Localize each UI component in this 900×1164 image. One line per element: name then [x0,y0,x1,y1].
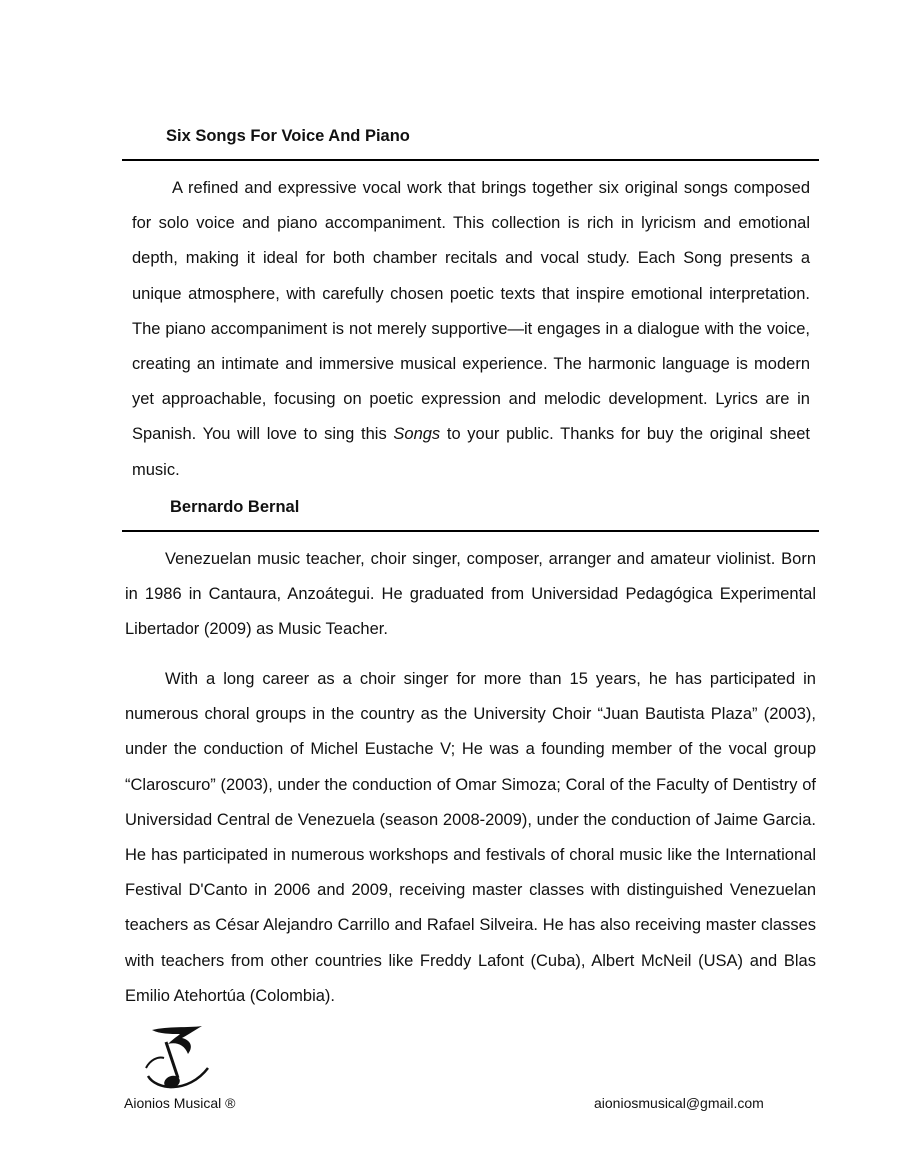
composer-bio-text-1: Venezuelan music teacher, choir singer, composer, arranger and amateur violinist. Born in 1986 in Cantaura, Anzoátegui. He graduated from Universidad Pedagógica Experimental Libertador (2009) as Music Teacher. [125,550,816,639]
composer-divider [122,530,819,532]
contact-email[interactable]: aioniosmusical@gmail.com [594,1095,764,1111]
composer-bio-paragraph-1 [125,542,816,648]
title-divider [122,159,819,161]
music-note-logo-icon [142,1024,212,1096]
songs-title: Six Songs For Voice And Piano [166,127,410,145]
publisher-name: Aionios Musical ® [124,1095,236,1111]
songs-description [132,171,810,488]
composer-name: Bernardo Bernal [170,498,300,516]
composer-bio-text-2: With a long career as a choir singer for more than 15 years, he has participated in numerous choral groups in the country as the University Choir “Juan Bautista Plaza” (2003), under the conduction of Michel Eustache V; He was a founding member of the vocal group “Claroscuro” (2003), under the conduction of Omar Simoza; Coral of the Faculty of Dentistry of Universidad Central de Venezuela (season 2008-2009), under the conduction of Jaime Garcia. He has participated in numerous workshops and festivals of choral music like the International Festival D'Canto in 2006 and 2009, receiving master classes with distinguished Venezuelan teachers as César Alejandro Carrillo and Rafael Silveira. He has also receiving master classes with teachers from other countries like Freddy Lafont (Cuba), Albert McNeil (USA) and Blas Emilio Atehortúa (Colombia). [125,670,816,1005]
songs-description-text: A refined and expressive vocal work that brings together six original songs composed for solo voice and piano accompaniment. This collection is rich in lyricism and emotional depth, making it ideal for both chamber recitals and vocal study. Each Song presents a unique atmosphere, with carefully chosen poetic texts that inspire emotional interpretation. The piano accompaniment is not merely supportive—it engages in a dialogue with the voice, creating an intimate and immersive musical experience. The harmonic language is modern yet approachable, focusing on poetic expression and melodic development. Lyrics are in Spanish. You will love to sing this [132,179,810,444]
composer-bio-paragraph-2 [125,662,816,1014]
songs-description-italic: Songs [393,425,441,444]
songs-description-end: to your public. Thanks for buy the original sheet music. [132,425,810,479]
